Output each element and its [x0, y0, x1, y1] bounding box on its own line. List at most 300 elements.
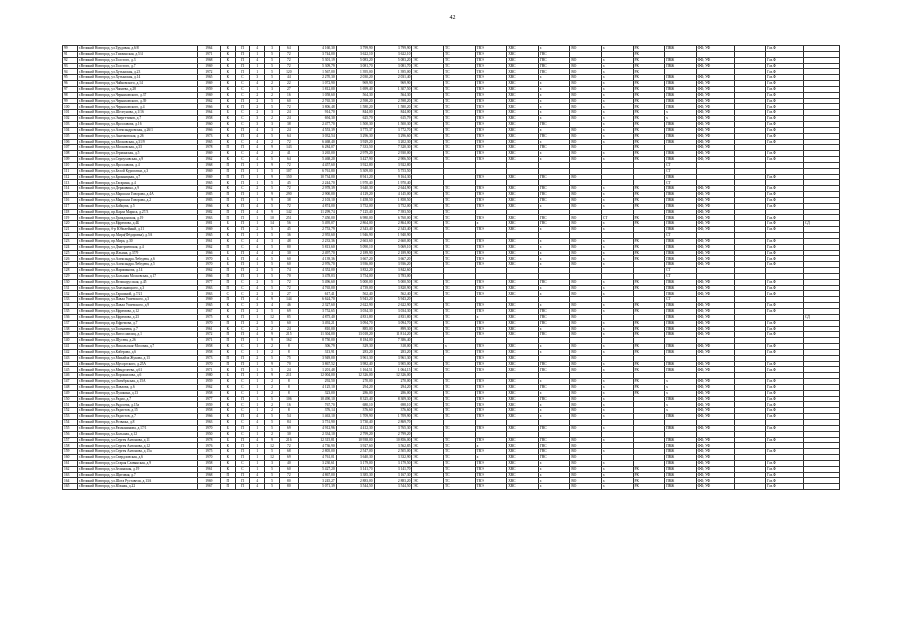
table-cell: 1: [250, 192, 265, 198]
table-cell: ЭС: [412, 69, 444, 75]
table-cell: ВО: [570, 466, 602, 472]
table-cell: 5: [265, 180, 280, 186]
table-cell: 1: [250, 384, 265, 390]
table-cell: 251: [279, 215, 298, 221]
table-cell: ЭС: [412, 250, 444, 256]
table-cell: С: [235, 390, 250, 396]
table-cell: 9: [265, 209, 280, 215]
table-cell: ТС: [444, 449, 476, 455]
table-cell: 1965: [197, 75, 220, 81]
table-cell: 3: [250, 303, 265, 309]
table-cell: х: [538, 484, 570, 490]
table-cell: 1978: [197, 145, 220, 151]
table-cell: 5 943,20: [336, 297, 374, 303]
table-cell: ФФ, УФ: [696, 349, 734, 355]
table-cell: ТС: [444, 379, 476, 385]
table-cell: ТВЭ: [475, 227, 507, 233]
table-cell: г.Великий Новгород, ул.Ярославова, д.16: [77, 121, 197, 127]
table-cell: ЭС: [412, 279, 444, 285]
table-cell: РК: [633, 57, 665, 63]
table-cell: С: [235, 244, 250, 250]
table-cell: х: [601, 139, 633, 145]
table-cell: 146: [63, 373, 78, 379]
table-cell: ЭС: [412, 408, 444, 414]
table-cell: 3 081,70: [336, 63, 374, 69]
table-cell: 2 799,20: [336, 431, 374, 437]
table-cell: ТВЭ: [475, 484, 507, 490]
table-cell: 562,40: [374, 291, 412, 297]
table-cell: 122: [63, 233, 78, 239]
table-cell: г.Великий Новгород, ул.Менделеева, д.61: [77, 367, 197, 373]
table-cell: 3 332,90: [374, 455, 412, 461]
table-cell: 128: [63, 268, 78, 274]
table-cell: ПВЖ: [665, 203, 697, 209]
table-cell: 22: [279, 81, 298, 87]
table-cell: 1966: [197, 414, 220, 420]
table-cell: ПВЖ: [665, 256, 697, 262]
table-cell: х: [538, 127, 570, 133]
table-cell: С: [235, 116, 250, 122]
table-cell: х: [601, 46, 633, 52]
table-cell: ЭС: [412, 396, 444, 402]
table-cell: 290: [279, 192, 298, 198]
table-cell: 1 307,50: [374, 86, 412, 92]
table-cell: 1: [250, 460, 265, 466]
table-cell: Газ.Ф: [766, 63, 804, 69]
table-cell: 5: [265, 273, 280, 279]
table-cell: Газ.Ф: [766, 390, 804, 396]
table-cell: 84: [279, 420, 298, 426]
table-cell: П: [220, 279, 235, 285]
table-cell: г.Великий Новгород, ул.Черняховского, д.37: [77, 92, 197, 98]
table-cell: 5: [265, 420, 280, 426]
table-cell: ХВС: [507, 116, 539, 122]
table-cell: х: [601, 133, 633, 139]
table-cell: ВО: [570, 221, 602, 227]
table-cell: К: [220, 203, 235, 209]
table-cell: 97: [63, 86, 78, 92]
table-cell: ТС: [444, 455, 476, 461]
table-cell: ПВЖ: [665, 472, 697, 478]
table-cell: П: [235, 355, 250, 361]
table-cell: 5: [265, 425, 280, 431]
table-cell: ПВЖ: [665, 46, 697, 52]
table-cell: ТВЭ: [475, 250, 507, 256]
table-cell: П: [235, 221, 250, 227]
table-cell: ФФ, УФ: [696, 279, 734, 285]
table-cell: [734, 484, 766, 490]
table-cell: 1980: [197, 373, 220, 379]
table-cell: 70: [279, 361, 298, 367]
table-cell: ЭС: [412, 349, 444, 355]
table-cell: ВО: [570, 197, 602, 203]
table-cell: ВО: [570, 308, 602, 314]
table-cell: 11 814,20: [374, 332, 412, 338]
table-cell: 1950: [197, 431, 220, 437]
table-cell: ВО: [570, 349, 602, 355]
table-cell: г.Великий Новгород, ул.Державина, д.9: [77, 186, 197, 192]
table-cell: 107: [63, 145, 78, 151]
table-cell: ТС: [444, 110, 476, 116]
table-cell: 1: [250, 344, 265, 350]
table-cell: СТ: [665, 268, 697, 274]
table-cell: П: [220, 273, 235, 279]
table-cell: 5: [265, 203, 280, 209]
table-cell: 131: [63, 285, 78, 291]
table-cell: П: [220, 361, 235, 367]
table-cell: С: [235, 285, 250, 291]
table-cell: РК: [633, 121, 665, 127]
table-cell: П: [220, 244, 235, 250]
table-cell: 27: [279, 291, 298, 297]
table-cell: г.Великий Новгород, ул.Маршала Говорова, д.4А: [77, 192, 197, 198]
table-cell: г.Великий Новгород, ул.Шота Руставели, д.13А: [77, 478, 197, 484]
table-cell: ФФ, УФ: [696, 157, 734, 163]
table-cell: ТС: [444, 314, 476, 320]
table-cell: 162: [279, 338, 298, 344]
table-cell: 158: [63, 443, 78, 449]
table-cell: 4: [250, 127, 265, 133]
table-cell: 108: [63, 151, 78, 157]
table-cell: ТВЭ: [475, 203, 507, 209]
table-cell: ТС: [444, 203, 476, 209]
table-cell: 149: [63, 390, 78, 396]
table-cell: 376,14: [298, 408, 336, 414]
table-cell: 2 660,00: [374, 238, 412, 244]
table-cell: РК: [633, 203, 665, 209]
table-cell: ВО: [570, 478, 602, 484]
table-cell: 1958: [197, 349, 220, 355]
table-cell: П: [220, 320, 235, 326]
table-cell: 1: [250, 390, 265, 396]
table-cell: 91: [63, 51, 78, 57]
table-cell: 1969: [197, 227, 220, 233]
table-cell: П: [235, 57, 250, 63]
table-cell: Газ.Ф: [766, 69, 804, 75]
table-cell: 8 750,00: [298, 338, 336, 344]
table-cell: П: [220, 215, 235, 221]
table-cell: 3 799,90: [336, 46, 374, 52]
table-cell: 2 864,00: [336, 221, 374, 227]
table-cell: 1 395,00: [374, 69, 412, 75]
table-cell: г.Великий Новгород, ул.Хутынская, д.23: [77, 69, 197, 75]
table-cell: ХВС: [507, 437, 539, 443]
table-cell: ПВЖ: [665, 484, 697, 490]
table-cell: ПВЖ: [665, 139, 697, 145]
table-cell: 95: [63, 75, 78, 81]
table-cell: ПВЖ: [665, 332, 697, 338]
table-cell: 1: [250, 408, 265, 414]
table-cell: 3 202,30: [374, 139, 412, 145]
table-cell: 3: [250, 75, 265, 81]
table-cell: 2: [265, 151, 280, 157]
table-cell: 2 906,50: [374, 157, 412, 163]
table-cell: х: [601, 425, 633, 431]
table-cell: ЭС: [412, 437, 444, 443]
table-cell: 60: [279, 466, 298, 472]
table-cell: ТС: [444, 51, 476, 57]
table-cell: 119: [63, 215, 78, 221]
table-cell: ТС: [444, 139, 476, 145]
table-cell: РК: [633, 472, 665, 478]
table-cell: х: [601, 384, 633, 390]
table-cell: ХВС: [507, 139, 539, 145]
table-cell: Газ.Ф: [766, 367, 804, 373]
table-cell: 2 270,30: [298, 75, 336, 81]
table-cell: 1975: [197, 449, 220, 455]
table-cell: 1966: [197, 203, 220, 209]
table-cell: С: [235, 460, 250, 466]
table-cell: г.Великий Новгород, ул.Гагарина, д.4: [77, 180, 197, 186]
table-cell: С: [235, 110, 250, 116]
table-cell: 3 754,00: [336, 273, 374, 279]
table-cell: 2: [250, 110, 265, 116]
table-cell: х: [538, 46, 570, 52]
table-cell: ХВС: [507, 51, 539, 57]
table-cell: ХВС: [507, 69, 539, 75]
table-cell: 41: [279, 151, 298, 157]
table-cell: х: [601, 244, 633, 250]
table-cell: 1: [250, 443, 265, 449]
table-cell: ТВЭ: [475, 466, 507, 472]
table-cell: 2: [265, 92, 280, 98]
table-cell: П: [235, 215, 250, 221]
table-cell: г.Великий Новгород, ул.Бойцова, д.5: [77, 203, 197, 209]
table-cell: х: [665, 390, 697, 396]
table-cell: 3 949,00: [298, 355, 336, 361]
table-cell: ФФ, УФ: [696, 139, 734, 145]
table-cell: 80: [279, 478, 298, 484]
table-cell: 1: [250, 233, 265, 239]
table-cell: 3 141,70: [336, 466, 374, 472]
table-cell: ТС: [444, 303, 476, 309]
table-cell: ФФ, УФ: [696, 92, 734, 98]
table-cell: ГВС: [538, 192, 570, 198]
table-cell: 72: [279, 104, 298, 110]
table-cell: ХВС: [507, 460, 539, 466]
table-cell: 4 875,40: [298, 314, 336, 320]
table-cell: 8: [279, 349, 298, 355]
table-cell: РК: [633, 320, 665, 326]
table-cell: ГВС: [538, 449, 570, 455]
table-cell: г.Великий Новгород, ул.Черняховского, д.39: [77, 98, 197, 104]
table-cell: Б: [220, 373, 235, 379]
table-cell: 4: [250, 81, 265, 87]
table-cell: г.Великий Новгород, ул.Трудовая, д.6/8: [77, 46, 197, 52]
table-cell: х: [665, 408, 697, 414]
table-cell: х: [601, 303, 633, 309]
table-cell: х: [601, 344, 633, 350]
table-cell: ТВЭ: [475, 145, 507, 151]
table-cell: ХВС: [507, 104, 539, 110]
table-cell: 4 160,30: [298, 46, 336, 52]
table-cell: ХВС: [507, 110, 539, 116]
table-cell: х: [601, 478, 633, 484]
table-cell: 9: [265, 338, 280, 344]
table-cell: 5: [265, 466, 280, 472]
table-cell: ВО: [570, 174, 602, 180]
table-cell: 1960: [197, 121, 220, 127]
table-cell: 115: [63, 192, 78, 198]
table-cell: 72: [279, 443, 298, 449]
table-cell: ТВЭ: [475, 46, 507, 52]
table-cell: ВО: [570, 443, 602, 449]
table-cell: ТВЭ: [475, 379, 507, 385]
table-cell: х: [538, 238, 570, 244]
table-cell: ПВЖ: [665, 437, 697, 443]
table-cell: П: [235, 233, 250, 239]
table-cell: ТС: [444, 157, 476, 163]
table-cell: 4: [250, 420, 265, 426]
table-cell: ФФ, УФ: [696, 379, 734, 385]
table-cell: 2 244,70: [298, 180, 336, 186]
table-cell: 1970: [197, 262, 220, 268]
table-cell: х: [601, 227, 633, 233]
table-cell: 5: [265, 268, 280, 274]
table-cell: 127: [63, 262, 78, 268]
table-cell: 8 941,20: [336, 174, 374, 180]
table-cell: К: [220, 344, 235, 350]
table-cell: ХВС: [507, 227, 539, 233]
table-cell: 1963: [197, 420, 220, 426]
table-cell: П: [235, 256, 250, 262]
table-cell: ФФ, УФ: [696, 221, 734, 227]
table-cell: ФФ, УФ: [696, 472, 734, 478]
table-cell: ПВЖ: [665, 63, 697, 69]
table-cell: ВО: [570, 332, 602, 338]
table-cell: 10 734,00: [298, 174, 336, 180]
table-cell: г.Великий Новгород, ул.Сергея Антонова, д.12: [77, 443, 197, 449]
table-cell: ТВЭ: [475, 279, 507, 285]
table-cell: Газ.Ф: [766, 472, 804, 478]
table-cell: 2 497,70: [298, 250, 336, 256]
table-cell: П: [235, 192, 250, 198]
table-cell: ТС: [444, 104, 476, 110]
table-cell: ВО: [570, 437, 602, 443]
table-cell: 2: [265, 408, 280, 414]
table-cell: 2 189,90: [374, 250, 412, 256]
table-cell: 1970: [197, 455, 220, 461]
table-cell: 148: [63, 384, 78, 390]
table-cell: ХВС: [507, 157, 539, 163]
table-cell: 1: [250, 221, 265, 227]
table-cell: РК: [633, 197, 665, 203]
table-cell: 2 622,90: [374, 303, 412, 309]
table-cell: СД: [804, 221, 840, 227]
table-cell: РК: [633, 390, 665, 396]
table-cell: Газ.Ф: [766, 279, 804, 285]
table-cell: К: [220, 431, 235, 437]
table-cell: 3: [265, 127, 280, 133]
table-cell: 2 030,20: [336, 75, 374, 81]
table-cell: ЭС: [412, 379, 444, 385]
table-cell: 3: [250, 116, 265, 122]
table-cell: ХВС: [507, 425, 539, 431]
table-cell: ЭС: [412, 227, 444, 233]
table-cell: Газ.Ф: [766, 361, 804, 367]
table-row: [63, 484, 840, 490]
table-cell: ХВС: [507, 63, 539, 69]
table-cell: 1: [250, 314, 265, 320]
table-cell: ПВЖ: [665, 349, 697, 355]
table-cell: ПВЖ: [665, 250, 697, 256]
table-cell: П: [235, 437, 250, 443]
table-cell: 5: [265, 63, 280, 69]
table-cell: г.Великий Новгород, ул.Ярославова, д.4: [77, 162, 197, 168]
table-cell: 3 961,30: [336, 355, 374, 361]
table-cell: ХВС: [507, 203, 539, 209]
table-cell: ГВС: [538, 308, 570, 314]
table-cell: г.Великий Новгород, ул.Свердловская, д.6: [77, 455, 197, 461]
table-cell: ТС: [444, 46, 476, 52]
table-cell: ФФ, УФ: [696, 127, 734, 133]
table-cell: ВО: [570, 145, 602, 151]
table-cell: ТВЭ: [475, 303, 507, 309]
table-cell: ВО: [570, 92, 602, 98]
table-cell: х: [601, 75, 633, 81]
table-cell: ТВЭ: [475, 384, 507, 390]
table-cell: х: [601, 367, 633, 373]
table-cell: ЭС: [412, 449, 444, 455]
table-cell: ВО: [570, 326, 602, 332]
table-cell: К: [220, 455, 235, 461]
table-cell: ТВЭ: [475, 244, 507, 250]
table-cell: 130: [63, 279, 78, 285]
table-cell: ГВС: [538, 221, 570, 227]
table-cell: 3 230,61: [298, 460, 336, 466]
table-cell: ТВЭ: [475, 151, 507, 157]
table-cell: 156: [63, 431, 78, 437]
table-cell: ФФ, УФ: [696, 57, 734, 63]
table-cell: П: [220, 174, 235, 180]
table-cell: С: [235, 186, 250, 192]
table-cell: С: [235, 431, 250, 437]
table-cell: П: [220, 192, 235, 198]
table-cell: 1: [250, 466, 265, 472]
table-cell: г.Великий Новгород, ул.Белой Куропатки, д.3: [77, 168, 197, 174]
table-cell: ХВС: [507, 262, 539, 268]
table-cell: ТС: [444, 197, 476, 203]
table-cell: г.Великий Новгород, ул.Зелинская, д.19: [77, 466, 197, 472]
table-cell: ВО: [570, 238, 602, 244]
table-cell: 1959: [197, 86, 220, 92]
table-cell: РК: [633, 186, 665, 192]
table-cell: г.Великий Новгород, ул.Южная, д.22: [77, 484, 197, 490]
table-cell: ХВС: [507, 186, 539, 192]
table-cell: 38: [279, 197, 298, 203]
table-cell: СТ: [665, 180, 697, 186]
table-cell: 4: [250, 157, 265, 163]
table-cell: х: [601, 221, 633, 227]
table-cell: П: [235, 273, 250, 279]
table-cell: П: [235, 180, 250, 186]
table-cell: П: [235, 367, 250, 373]
table-cell: 2 547,00: [336, 449, 374, 455]
table-cell: 126: [63, 256, 78, 262]
table-cell: С: [235, 151, 250, 157]
table-cell: 2: [265, 431, 280, 437]
table-cell: 14: [265, 221, 280, 227]
table-cell: г.Великий Новгород, ул.Александра Лебедева, д.5: [77, 262, 197, 268]
table-cell: 617,41: [298, 291, 336, 297]
table-cell: х: [665, 116, 697, 122]
table-cell: 162: [63, 466, 78, 472]
table-cell: ФФ, УФ: [696, 215, 734, 221]
table-cell: 2: [250, 104, 265, 110]
table-cell: П: [235, 449, 250, 455]
table-cell: 1: [250, 262, 265, 268]
table-cell: РК: [633, 92, 665, 98]
